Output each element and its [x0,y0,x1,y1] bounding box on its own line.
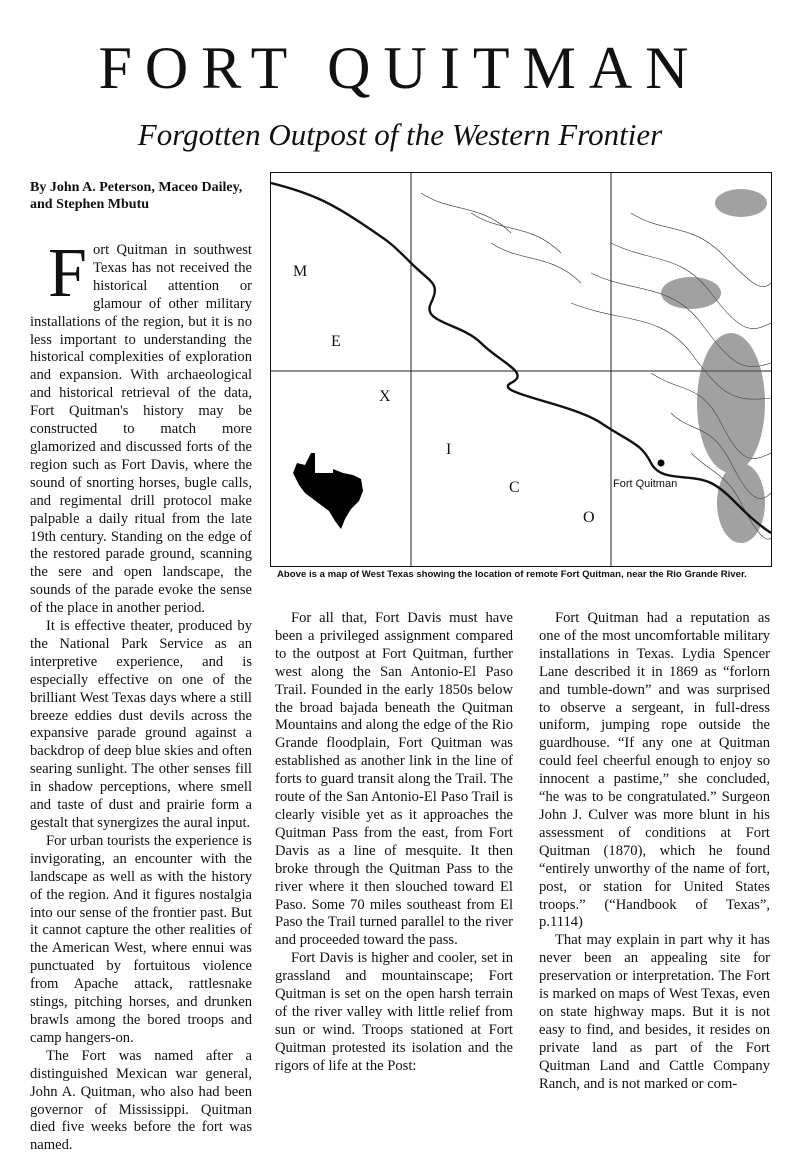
map-letter: X [379,388,391,405]
drop-cap: F [48,235,87,312]
map-letter: O [583,509,595,526]
map-letter: I [446,441,452,458]
map-graphic [271,173,771,566]
paragraph: The Fort was named after a distinguished Mexican war general, John A. Quitman, who also had been governor of Mississippi. Quitman died five weeks before the fort was named. [30,1047,252,1154]
map-letter: C [509,479,520,496]
byline: By John A. Peterson, Maceo Dailey, and Stephen Mbutu [30,180,243,212]
paragraph: That may explain in part why it has never been an appealing site for preservation or interpretation. The Fort is marked on maps of West Texas, even on state highway maps. But it is not easy to find, and besides, it resides on private land as part of the Fort Quitman Land and Cattle Company Ranch, and is not marked or com- [539,932,770,1092]
paragraph: Fort Quitman had a reputation as one of the most uncomfortable military installations in Texas. Lydia Spencer Lane described it in 1869 as “forlorn and tumble-down” and was surprised to observe a sergeant, in full-dress uniform, jumping rope outside the guardhouse. “If any one at Quitman could feel cheerful enough to enjoy so innocent a pastime,” she concluded, “he was to be congratulated.” Surgeon John J. Culver was more blunt in his assessment of conditions at Fort Quitman (1870), which he found “entirely unworthy of the name of fort, post, or station for United States troops.” (“Handbook of Texas”, p.1114) [539,610,770,931]
fort-quitman-label: Fort Quitman [613,478,678,490]
article-subtitle: Forgotten Outpost of the Western Frontier [137,117,663,152]
map-letter: M [293,263,308,280]
west-texas-map [270,172,772,567]
paragraph [30,235,252,618]
map-letter: E [331,333,341,350]
column-3 [539,610,770,1093]
column-2 [275,610,513,1076]
column-1 [30,235,252,1155]
paragraph: It is effective theater, produced by the National Park Service as an interpretive experience, and is especially effective on one of the brilliant West Texas days where a still breeze eddies dust devils across the expansive parade ground against a backdrop of deep blue skies and often searing sunlight. The other senses fill in shadow perceptions, where smell and taste of dust and prairie form a gestalt that synergizes the aural input. [30,618,252,831]
map-caption: Above is a map of West Texas showing the location of remote Fort Quitman, near the Rio Grande River. [277,569,747,580]
paragraph: Fort Davis is higher and cooler, set in grassland and mountainscape; Fort Quitman is set on the open harsh terrain of the river valley with little relief from sun or wind. Troops stationed at Fort Quitman protested its isolation and the rigors of life at the Post: [275,950,513,1074]
paragraph-text: ort Quitman in southwest Texas has not received the historical attention or glamour of other military installations of the region, but it is no less important to understanding the historical complexities of exploration and expansion. With archaeological and historical retrieval of the data, Fort Quitman's history may be constructed to match more glamorized and discussed forts of the region such as Fort Davis, where the sound of snorting horses, bugle calls, and regimental drill protocol make palpable a daily ritual from the late 19th century. Standing on the edge of the restored parade ground, scanning the sere and open landscape, the sounds of the parade evoke the sense of the place in another period. [30,242,252,617]
paragraph: For all that, Fort Davis must have been a privileged assignment compared to the outpost at Fort Quitman, further west along the San Antonio-El Paso Trail. Founded in the early 1850s below the broad bajada beneath the Quitman Mountains and along the edge of the Rio Grande floodplain, Fort Quitman was established as another link in the line of forts to guard transit along the Trail. The route of the San Antonio-El Paso Trail is clearly visible yet as it approaches the Quitman Pass from the east, from Fort Davis as a line of mesquite. It then broke through the Quitman Pass to the river where it then slouched toward El Paso. Some 70 miles southeast from El Paso the Trail turned parallel to the river and proceeded toward the pass. [275,610,513,949]
paragraph: For urban tourists the experience is invigorating, an encounter with the landscape as well as with the history of the region. And it figures nostalgia into our sense of the frontier past. But it cannot capture the other realities of the American West, where ennui was punctuated by fortuitous violence from Apache attack, rattlesnake stings, pitching horses, and drunken brawls among the bored troops and camp hangers-on. [30,832,252,1046]
article-title: FORT QUITMAN [98,35,702,101]
